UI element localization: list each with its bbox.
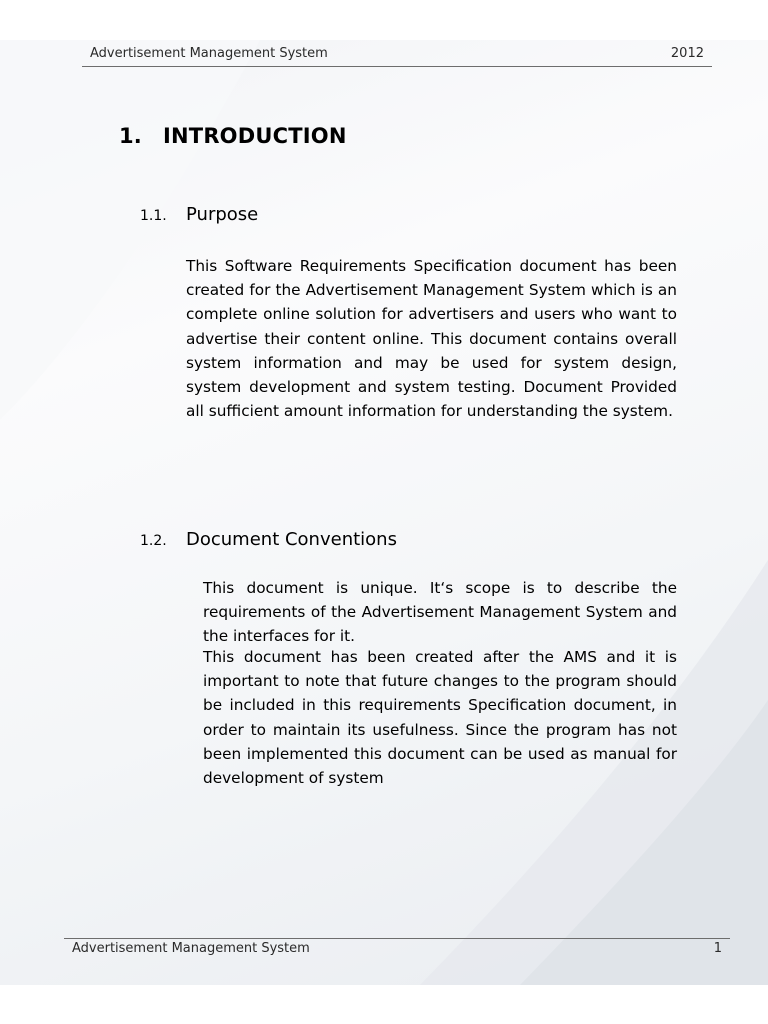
conventions-paragraph-1: This document is unique. It‘s scope is to describe the requirements of the Advertisement Management System and the interfaces for it. [203, 579, 677, 646]
purpose-paragraph: This Software Requirements Specification document has been created for the Advertisement Management System which is an complete online solution for advertisers and users who want to advertise their content online. This document contains overall system information and may be used for system design, system development and system testing. Document Provided all sufficient amount information for understanding the system. [186, 257, 677, 421]
header-year: 2012 [670, 46, 704, 61]
section-heading-introduction [119, 124, 347, 148]
header-title: Advertisement Management System [90, 46, 328, 61]
section-title: INTRODUCTION [163, 124, 347, 148]
footer-title: Advertisement Management System [72, 941, 310, 956]
section-number: 1. [119, 124, 142, 148]
page-header [82, 44, 712, 67]
subsection-title: Purpose [186, 204, 259, 225]
subsection-title: Document Conventions [186, 529, 397, 550]
page-footer [64, 938, 730, 961]
subsection-heading-document-conventions [140, 529, 397, 550]
subsection-number: 1.2. [140, 533, 167, 549]
subsection-number: 1.1. [140, 208, 167, 224]
subsection-heading-purpose [140, 204, 258, 225]
page-number: 1 [713, 941, 722, 956]
conventions-paragraph-2: This document has been created after the AMS and it is important to note that future changes to the program should be included in this requirements Specification document, in order to maintain its usefulness. Since the program has not been implemented this document can be used as manual for development of system [203, 648, 677, 788]
